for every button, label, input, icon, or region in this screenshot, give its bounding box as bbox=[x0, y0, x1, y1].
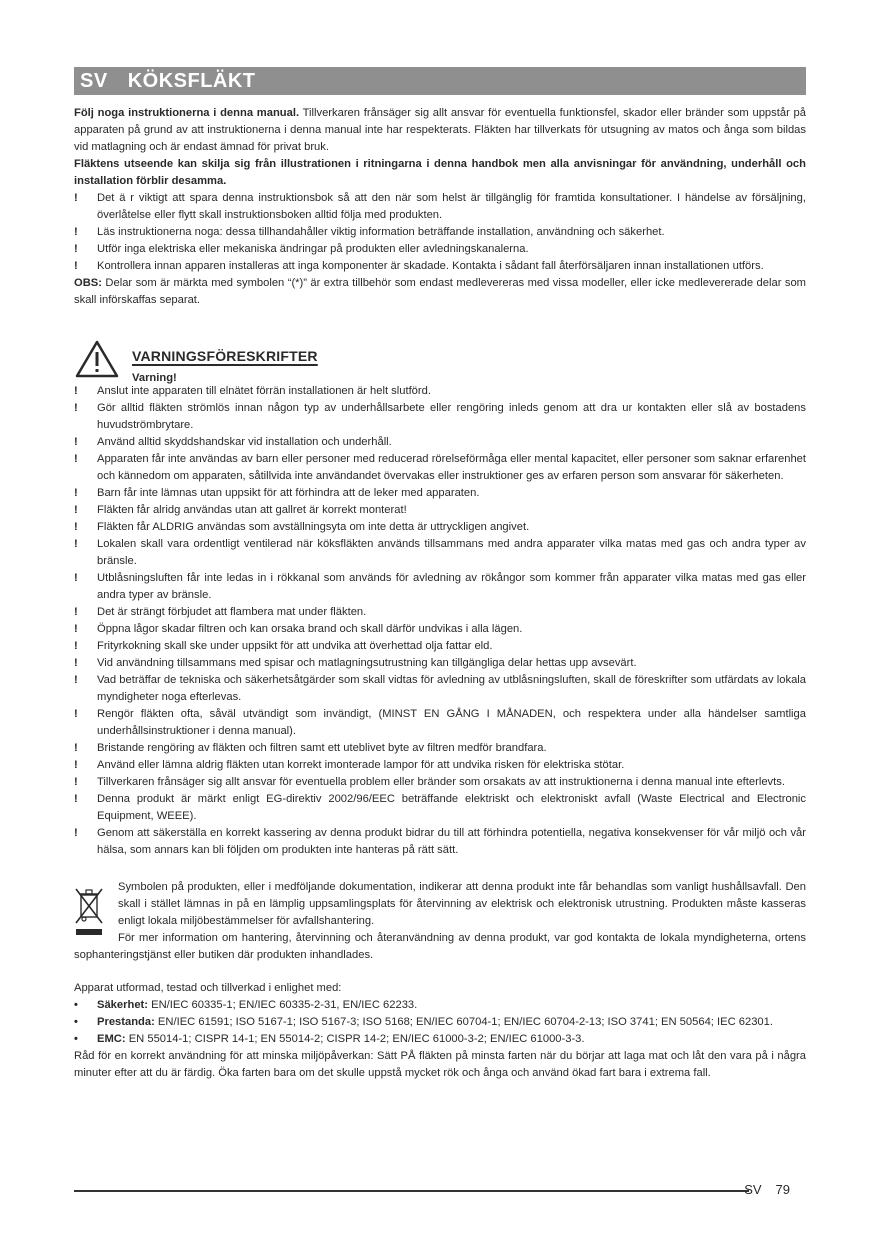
list-item-text: Det ä r viktigt att spara denna instruktionsbok så att den när som helst är tillgänglig för framtida konsultationer. I händelse av försäljning, överlåtelse eller flytt skall instruktionsboken alltid följa med produkten. bbox=[97, 192, 806, 221]
standard-label: Prestanda: bbox=[97, 1016, 155, 1028]
exclamation-marker: ! bbox=[74, 226, 78, 238]
bullet-marker: • bbox=[74, 1033, 78, 1045]
list-item bbox=[74, 655, 806, 672]
list-item-text: Frityrkokning skall ske under uppsikt för att undvika att överhettad olja fattar eld. bbox=[97, 640, 493, 652]
list-item bbox=[74, 638, 806, 655]
list-item-text: Anslut inte apparaten till elnätet förrän installationen är helt slutförd. bbox=[97, 385, 431, 397]
exclamation-marker: ! bbox=[74, 402, 78, 414]
list-item bbox=[74, 536, 806, 570]
warnings-header bbox=[74, 339, 806, 383]
list-item bbox=[74, 706, 806, 740]
section-title: KÖKSFLÄKT bbox=[127, 70, 256, 92]
standard-text: EN 55014-1; CISPR 14-1; EN 55014-2; CISPR 14-2; EN/IEC 61000-3-2; EN/IEC 61000-3-3. bbox=[125, 1033, 585, 1045]
compliance-intro: Apparat utformad, testad och tillverkad i enlighet med: bbox=[74, 982, 342, 994]
exclamation-marker: ! bbox=[74, 623, 78, 635]
list-item bbox=[74, 241, 806, 258]
list-item-text: Bristande rengöring av fläkten och filtren samt ett uteblivet byte av filtren medför brandfara. bbox=[97, 742, 547, 754]
list-item bbox=[74, 740, 806, 757]
weee-paragraph-1: Symbolen på produkten, eller i medföljande dokumentation, indikerar att denna produkt inte får behandlas som vanligt hushållsavfall. Den skall i stället lämnas in på en lämplig uppsamlingsplats för återvinning av elektrisk och elektronisk utrustning. Produkten måste kasseras enligt lokala miljöbestämmelser för avfallshantering. bbox=[118, 881, 806, 927]
compliance-advice: Råd för en korrekt användning för att minska miljöpåverkan: Sätt PÅ fläkten på minsta farten när du börjar att laga mat och låt den vara på i några minuter efter att du är färdig. Öka farten bara om det skulle uppstå mycket rök och ånga och använd ökad fart bara i extrema fall. bbox=[74, 1050, 806, 1079]
list-item bbox=[74, 224, 806, 241]
list-item-text: Läs instruktionerna noga: dessa tillhandahåller viktig information beträffande installation, användning och säkerhet. bbox=[97, 226, 665, 238]
list-item-text: Rengör fläkten ofta, såväl utvändigt som invändigt, (MINST EN GÅNG I MÅNADEN, och respektera under alla händelser samtliga underhållsinstruktioner i denna manual). bbox=[97, 708, 806, 737]
exclamation-marker: ! bbox=[74, 708, 78, 720]
intro-paragraph: Följ noga instruktionerna i denna manual. Tillverkaren frånsäger sig allt ansvar för eventuella funktionsfel, skador eller bränder som uppstår på apparaten på grund av att instruktionerna i denna manual inte har respekterats. Fläkten har tillverkats för utsugning av matos och ånga som bildas vid matlagning och är endast ämnad för privat bruk. bbox=[74, 107, 806, 153]
exclamation-marker: ! bbox=[74, 192, 78, 204]
list-item-text: Denna produkt är märkt enligt EG-direktiv 2002/96/EEC beträffande elektriskt och elektroniskt avfall (Waste Electrical and Electronic Equipment, WEEE). bbox=[97, 793, 806, 822]
list-item-text: Genom att säkerställa en korrekt kassering av denna produkt bidrar du till att förhindra potentiella, negativa konsekvenser för vår miljö och vår hälsa, som annars kan bli följden om produkten inte hanteras på rätt sätt. bbox=[97, 827, 806, 856]
exclamation-marker: ! bbox=[74, 521, 78, 533]
standard-text: EN/IEC 61591; ISO 5167-1; ISO 5167-3; ISO 5168; EN/IEC 60704-1; EN/IEC 60704-2-13; ISO 3741; EN 50564; IEC 62301. bbox=[154, 1016, 773, 1028]
standard-item bbox=[74, 1031, 806, 1048]
footer-language: SV bbox=[744, 1182, 762, 1197]
page-number: 79 bbox=[775, 1182, 790, 1197]
standard-item bbox=[74, 997, 806, 1014]
exclamation-marker: ! bbox=[74, 793, 78, 805]
list-item bbox=[74, 258, 806, 275]
list-item bbox=[74, 502, 806, 519]
list-item bbox=[74, 825, 806, 859]
footer-rule bbox=[74, 1190, 749, 1192]
list-item bbox=[74, 621, 806, 638]
list-item-text: Utför inga elektriska eller mekaniska ändringar på produkten eller avledningskanalerna. bbox=[97, 243, 529, 255]
intro-section bbox=[74, 105, 806, 309]
list-item bbox=[74, 604, 806, 621]
list-item bbox=[74, 791, 806, 825]
list-item bbox=[74, 190, 806, 224]
list-item-text: Apparaten får inte användas av barn eller personer med reducerad rörelseförmåga eller mental kapacitet, eller personer som saknar erfarenhet och kännedom om apparaten, såtillvida inte användandet övervakas eller instruktioner ges av erfaren person som ansvarar för säkerheten. bbox=[97, 453, 806, 482]
page bbox=[74, 67, 806, 1082]
compliance-list bbox=[74, 997, 806, 1048]
list-item-text: Använd alltid skyddshandskar vid installation och underhåll. bbox=[97, 436, 392, 448]
exclamation-marker: ! bbox=[74, 453, 78, 465]
exclamation-marker: ! bbox=[74, 776, 78, 788]
list-item bbox=[74, 485, 806, 502]
list-item-text: Det är strängt förbjudet att flambera mat under fläkten. bbox=[97, 606, 367, 618]
list-item bbox=[74, 400, 806, 434]
exclamation-marker: ! bbox=[74, 742, 78, 754]
bullet-marker: • bbox=[74, 999, 78, 1011]
list-item bbox=[74, 451, 806, 485]
list-item-text: Kontrollera innan apparen installeras att inga komponenter är skadade. Kontakta i sådant fall återförsäljaren innan installationen utförs. bbox=[97, 260, 764, 272]
list-item-text: Lokalen skall vara ordentligt ventilerad när köksfläkten används tillsammans med andra apparater vilka matas med gas och andra typer av bränsle. bbox=[97, 538, 806, 567]
exclamation-marker: ! bbox=[74, 759, 78, 771]
warnings-list bbox=[74, 383, 806, 859]
exclamation-marker: ! bbox=[74, 572, 78, 584]
exclamation-marker: ! bbox=[74, 243, 78, 255]
list-item-text: Öppna lågor skadar filtren och kan orsaka brand och skall därför undvikas i alla lägen. bbox=[97, 623, 523, 635]
list-item bbox=[74, 383, 806, 400]
weee-section bbox=[74, 879, 806, 964]
warnings-subtitle: Varning! bbox=[132, 372, 177, 384]
list-item-text: Barn får inte lämnas utan uppsikt för att förhindra att de leker med apparaten. bbox=[97, 487, 480, 499]
list-item-text: Vad beträffar de tekniska och säkerhetsåtgärder som skall vidtas för avledning av utblåsningsluften, skall de föreskrifter som utfärdats av lokala myndigheter noga efterlevas. bbox=[97, 674, 806, 703]
list-item-text: Använd eller lämna aldrig fläkten utan korrekt imonterade lampor för att undvika risken för elektriska stötar. bbox=[97, 759, 625, 771]
exclamation-marker: ! bbox=[74, 260, 78, 272]
list-item bbox=[74, 570, 806, 604]
exclamation-marker: ! bbox=[74, 538, 78, 550]
list-item bbox=[74, 757, 806, 774]
standard-text: EN/IEC 60335-1; EN/IEC 60335-2-31, EN/IEC 62233. bbox=[148, 999, 418, 1011]
list-item-text: Vid användning tillsammans med spisar och matlagningsutrustning kan tillgängliga delar hettas upp avsevärt. bbox=[97, 657, 637, 669]
weee-paragraph-2: För mer information om hantering, återvinning och återanvändning av denna produkt, var god kontakta de lokala myndigheterna, ortens sophanteringstjänst eller butiken där produkten inhandlades. bbox=[74, 932, 806, 961]
page-footer bbox=[74, 1180, 806, 1202]
exclamation-marker: ! bbox=[74, 606, 78, 618]
list-item bbox=[74, 519, 806, 536]
exclamation-marker: ! bbox=[74, 674, 78, 686]
exclamation-marker: ! bbox=[74, 827, 78, 839]
warnings-title: VARNINGSFÖRESKRIFTER bbox=[132, 348, 318, 364]
list-item bbox=[74, 434, 806, 451]
language-code: SV bbox=[80, 70, 108, 92]
obs-paragraph: OBS: Delar som är märkta med symbolen “(*)” är extra tillbehör som endast medlevereras med vissa modeller, eller icke medlevererade delar som skall införskaffas separat. bbox=[74, 277, 806, 306]
exclamation-marker: ! bbox=[74, 385, 78, 397]
list-item-text: Tillverkaren frånsäger sig allt ansvar för eventuella problem eller bränder som orsakats av att instruktionerna i denna manual inte efterlevts. bbox=[97, 776, 785, 788]
list-item bbox=[74, 672, 806, 706]
exclamation-marker: ! bbox=[74, 487, 78, 499]
intro-list bbox=[74, 190, 806, 275]
standard-label: EMC: bbox=[97, 1033, 126, 1045]
exclamation-marker: ! bbox=[74, 657, 78, 669]
list-item-text: Fläkten får ALDRIG användas som avställningsyta om inte detta är uttryckligen angivet. bbox=[97, 521, 530, 533]
list-item bbox=[74, 774, 806, 791]
exclamation-marker: ! bbox=[74, 436, 78, 448]
standard-label: Säkerhet: bbox=[97, 999, 148, 1011]
exclamation-marker: ! bbox=[74, 640, 78, 652]
compliance-section bbox=[74, 980, 806, 1082]
crossed-bin-icon bbox=[74, 885, 104, 945]
bullet-marker: • bbox=[74, 1016, 78, 1028]
list-item-text: Fläkten får alridg användas utan att gallret är korrekt monterat! bbox=[97, 504, 407, 516]
exclamation-marker: ! bbox=[74, 504, 78, 516]
intro-note: Fläktens utseende kan skilja sig från illustrationen i ritningarna i denna handbok men alla anvisningar för användning, underhåll och installation förblir desamma. bbox=[74, 158, 806, 187]
list-item-text: Utblåsningsluften får inte ledas in i rökkanal som används för avledning av rökångor som kommer från apparater vilka matas med gas eller andra typer av bränsle. bbox=[97, 572, 806, 601]
warning-triangle-icon bbox=[74, 339, 120, 379]
standard-item bbox=[74, 1014, 806, 1031]
section-header bbox=[74, 67, 806, 95]
list-item-text: Gör alltid fläkten strömlös innan någon typ av underhållsarbete eller rengöring inleds genom att dra ur kontakten eller slå av bostadens huvudströmbrytare. bbox=[97, 402, 806, 431]
